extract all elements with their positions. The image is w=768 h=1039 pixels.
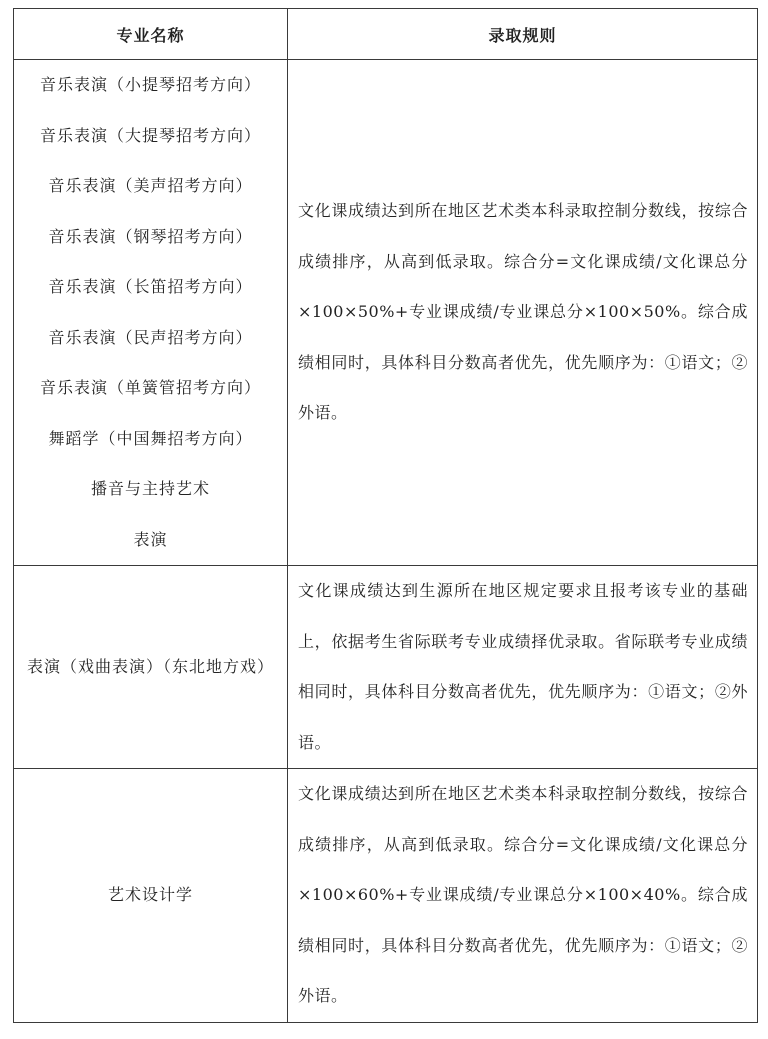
rule-text: 文化课成绩达到生源所在地区规定要求且报考该专业的基础上，依据考生省际联考专业成绩择优录取。省际联考专业成绩相同时，具体科目分数高者优先，优先顺序为：①语文；②外语。 <box>298 581 748 752</box>
rule-cell <box>288 566 758 769</box>
major-item: 音乐表演（民声招考方向） <box>48 327 253 347</box>
major-cell: 艺术设计学 <box>14 769 288 1023</box>
table-row <box>14 60 758 566</box>
major-item: 音乐表演（长笛招考方向） <box>48 277 253 296</box>
rule-cell <box>288 60 758 566</box>
major-cell: 表演（戏曲表演）（东北地方戏） <box>14 566 288 769</box>
major-item: 舞蹈学（中国舞招考方向） <box>48 428 253 448</box>
table-header-row <box>14 9 758 60</box>
major-item: 播音与主持艺术 <box>90 479 210 498</box>
admission-rules-table <box>13 8 758 1023</box>
major-item: 音乐表演（大提琴招考方向） <box>39 125 261 145</box>
major-cell <box>14 60 288 566</box>
major-item: 音乐表演（小提琴招考方向） <box>39 75 261 94</box>
header-major-name: 专业名称 <box>14 9 288 60</box>
major-item: 音乐表演（单簧管招考方向） <box>39 378 261 397</box>
header-admission-rule: 录取规则 <box>288 9 758 60</box>
major-item: 音乐表演（钢琴招考方向） <box>48 226 253 246</box>
rule-text: 文化课成绩达到所在地区艺术类本科录取控制分数线，按综合成绩排序，从高到低录取。综合分=文化课成绩/文化课总分×100×50%+专业课成绩/专业课总分×100×50%。综合成绩相同时，具体科目分数高者优先，优先顺序为：①语文；②外语。 <box>298 201 748 423</box>
major-item: 音乐表演（美声招考方向） <box>48 176 253 195</box>
rule-cell <box>288 769 758 1023</box>
major-item: 表演 <box>133 529 168 549</box>
table-row <box>14 566 758 769</box>
rule-text: 文化课成绩达到所在地区艺术类本科录取控制分数线，按综合成绩排序，从高到低录取。综合分=文化课成绩/文化课总分×100×60%+专业课成绩/专业课总分×100×40%。综合成绩相同时，具体科目分数高者优先，优先顺序为：①语文；②外语。 <box>298 784 748 1005</box>
table-row <box>14 769 758 1023</box>
